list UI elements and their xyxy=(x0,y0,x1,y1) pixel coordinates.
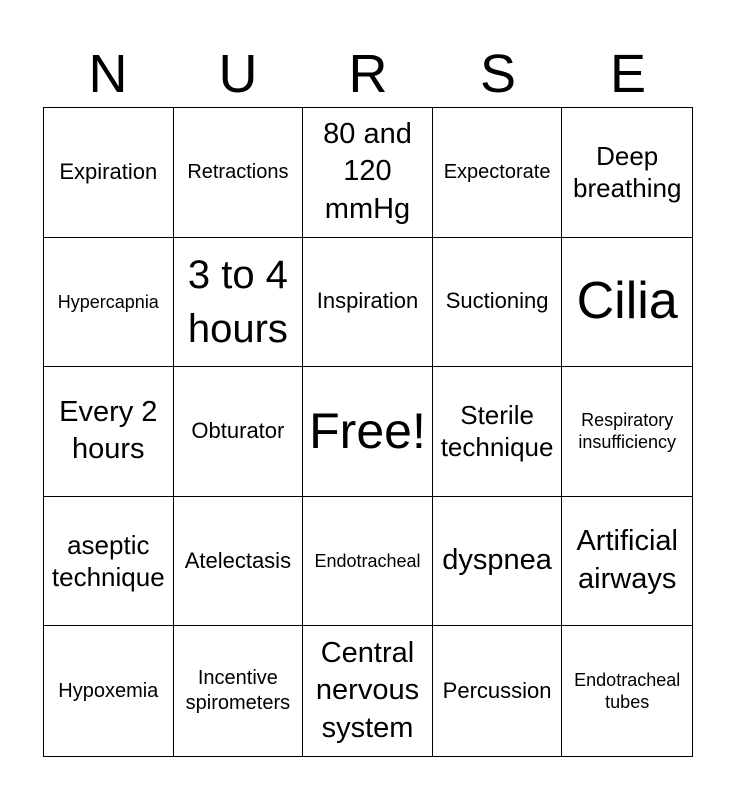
cell-label: Hypercapnia xyxy=(57,291,159,312)
cell-label: Suctioning xyxy=(445,288,549,314)
bingo-cell[interactable] xyxy=(174,367,304,497)
bingo-cell[interactable] xyxy=(562,497,692,627)
bingo-cell[interactable] xyxy=(174,497,304,627)
bingo-cell[interactable] xyxy=(303,238,433,368)
bingo-cell[interactable] xyxy=(44,497,174,627)
cell-label: Deep breathing xyxy=(572,140,682,204)
bingo-cell[interactable] xyxy=(303,108,433,238)
cell-label: Sterile technique xyxy=(440,399,554,463)
bingo-cell[interactable] xyxy=(44,367,174,497)
bingo-cell[interactable] xyxy=(433,367,563,497)
bingo-cell[interactable] xyxy=(44,108,174,238)
cell-label: Central nervous system xyxy=(315,636,420,745)
bingo-cell[interactable] xyxy=(433,238,563,368)
bingo-header xyxy=(43,40,693,108)
cell-label: Free! xyxy=(309,402,426,459)
cell-label: Every 2 hours xyxy=(59,395,158,466)
bingo-cell[interactable] xyxy=(174,108,304,238)
cell-label: aseptic technique xyxy=(51,529,165,593)
header-letter-u: U xyxy=(218,44,258,104)
header-letter-r: R xyxy=(348,44,388,104)
cell-label: 3 to 4 hours xyxy=(187,252,288,351)
bingo-cell[interactable] xyxy=(44,626,174,756)
cell-label: Endotracheal tubes xyxy=(574,669,681,713)
bingo-cell[interactable] xyxy=(433,108,563,238)
bingo-cell[interactable] xyxy=(174,626,304,756)
cell-label: Expiration xyxy=(59,158,158,184)
bingo-cell[interactable] xyxy=(433,626,563,756)
bingo-cell[interactable] xyxy=(303,626,433,756)
cell-label: dyspnea xyxy=(442,544,552,577)
bingo-board xyxy=(43,107,693,757)
cell-label: Percussion xyxy=(442,677,552,703)
bingo-cell[interactable] xyxy=(562,108,692,238)
bingo-cell[interactable] xyxy=(174,238,304,368)
bingo-cell[interactable] xyxy=(44,238,174,368)
bingo-cell[interactable] xyxy=(562,367,692,497)
free-space-cell[interactable] xyxy=(303,367,433,497)
header-letter-s: S xyxy=(479,44,517,104)
bingo-cell[interactable] xyxy=(562,238,692,368)
header-letter-e: E xyxy=(609,44,647,104)
cell-label: Retractions xyxy=(187,160,289,183)
cell-label: Atelectasis xyxy=(184,547,292,573)
cell-label: Cilia xyxy=(576,272,678,331)
bingo-cell[interactable] xyxy=(303,497,433,627)
header-letter-n: N xyxy=(88,44,128,104)
cell-label: Artificial airways xyxy=(576,525,678,596)
cell-label: Respiratory insufficiency xyxy=(578,409,677,453)
cell-label: Expectorate xyxy=(443,160,551,183)
cell-label: 80 and 120 mmHg xyxy=(323,117,412,226)
cell-label: Obturator xyxy=(191,418,285,444)
bingo-cell[interactable] xyxy=(562,626,692,756)
cell-label: Hypoxemia xyxy=(58,679,159,702)
cell-label: Endotracheal xyxy=(314,550,421,571)
cell-label: Inspiration xyxy=(316,288,419,314)
bingo-cell[interactable] xyxy=(433,497,563,627)
cell-label: Incentive spirometers xyxy=(185,667,291,715)
